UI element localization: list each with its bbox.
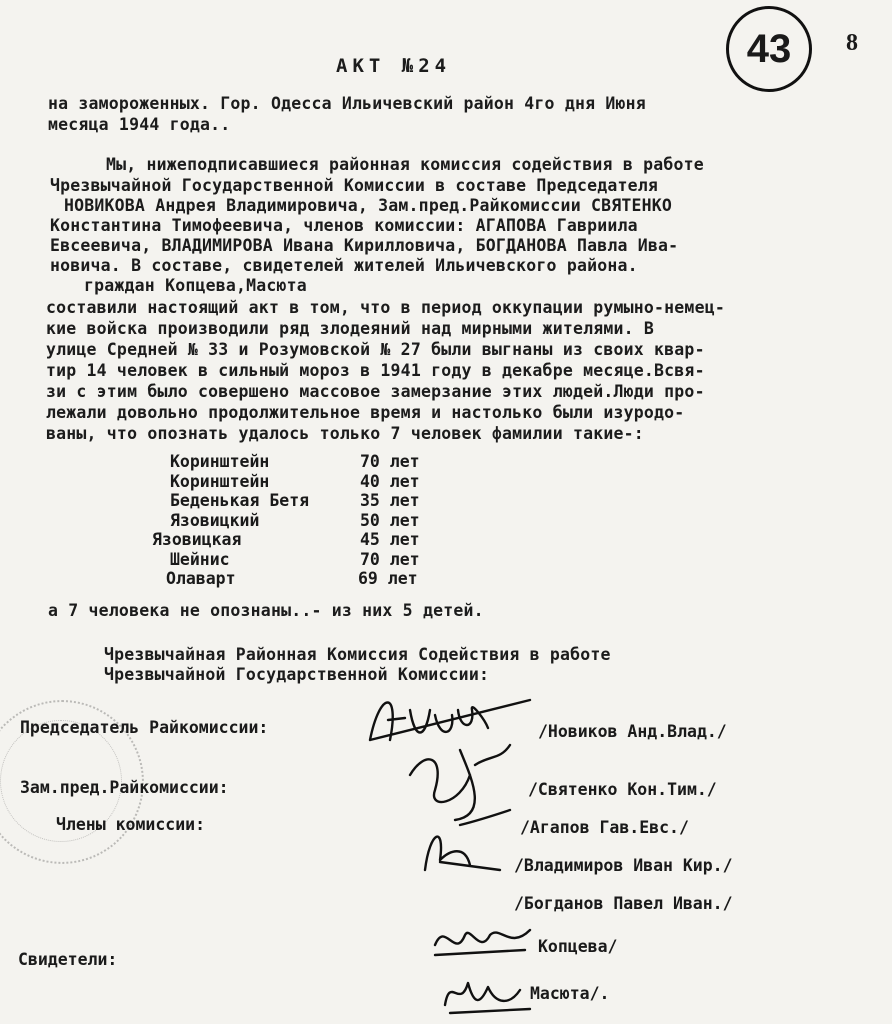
deputy-label: Зам.пред.Райкомиссии: [20, 778, 229, 797]
victim-age: 70 лет [360, 452, 420, 471]
page-number-circle [726, 6, 812, 92]
victim-age: 69 лет [358, 569, 418, 588]
closing-line: Чрезвычайной Государственной Комиссии: [104, 665, 490, 684]
act-line: зи с этим было совершено массовое замерзание этих людей.Люди про- [46, 382, 705, 401]
victim-age: 70 лет [360, 550, 420, 569]
commission-line: НОВИКОВА Андрея Владимировича, Зам.пред.Райкомиссии СВЯТЕНКО [64, 196, 673, 215]
victim-name: Коринштейн [170, 452, 270, 471]
victim-age: 45 лет [360, 530, 420, 549]
act-line: улице Средней № 33 и Розумовской № 27 были выгнаны из своих квар- [46, 340, 705, 359]
commission-line: новича. В составе, свидетелей жителей Ильичевского района. [50, 256, 638, 275]
witnesses-label: Свидетели: [18, 950, 118, 969]
act-line: ваны, что опознать удалось только 7 человек фамилии такие-: [46, 424, 644, 443]
intro-line: месяца 1944 года.. [48, 115, 231, 134]
chairman-name: /Новиков Анд.Влад./ [538, 722, 727, 741]
commission-line: граждан Копцева,Масюта [84, 276, 307, 295]
victim-name: Коринштейн [170, 472, 270, 491]
unidentified-line: а 7 человека не опознаны..- из них 5 детей. [48, 601, 484, 620]
act-line: составили настоящий акт в том, что в период оккупации румыно-немец- [46, 298, 725, 317]
member-signature [410, 800, 520, 880]
commission-line: Мы, нижеподписавшиеся районная комиссия содействия в работе [106, 155, 704, 174]
victim-age: 40 лет [360, 472, 420, 491]
commission-line: Чрезвычайной Государственной Комиссии в составе Председателя [50, 176, 659, 195]
victim-age: 50 лет [360, 511, 420, 530]
victim-name: Язовицкая [152, 530, 242, 549]
victim-name: Язовицкий [170, 511, 260, 530]
commission-line: Константина Тимофеевича, членов комиссии: АГАПОВА Гавриила [50, 216, 638, 235]
act-line: тир 14 человек в сильный мороз в 1941 году в декабре месяце.Всвя- [46, 361, 705, 380]
commission-line: Евсеевича, ВЛАДИМИРОВА Ивана Кирилловича, БОГДАНОВА Павла Ива- [50, 236, 679, 255]
chairman-label: Председатель Райкомиссии: [20, 718, 269, 737]
victim-name: Беденькая Бетя [170, 491, 310, 510]
victim-age: 35 лет [360, 491, 420, 510]
victim-name: Олаварт [166, 569, 236, 588]
members-label: Члены комиссии: [56, 815, 206, 834]
closing-line: Чрезвычайная Районная Комиссия Содействия в работе [104, 645, 611, 664]
deputy-name: /Святенко Кон.Тим./ [528, 780, 717, 799]
witness-name: Копцева/ [538, 937, 618, 956]
document-title: АКТ №24 [336, 55, 452, 77]
act-line: лежали довольно продолжительное время и настолько были изуродо- [46, 403, 685, 422]
witness-signature [440, 965, 540, 1020]
member-name: /Владимиров Иван Кир./ [514, 856, 733, 875]
intro-line: на замороженных. Гор. Одесса Ильичевский район 4го дня Июня [48, 94, 646, 113]
page-number: 43 [746, 26, 792, 71]
act-line: кие войска производили ряд злодеяний над мирными жителями. В [46, 319, 655, 338]
member-name: /Богданов Павел Иван./ [514, 894, 733, 913]
corner-mark: 8 [846, 30, 858, 56]
victim-name: Шейнис [170, 550, 230, 569]
witness-signature [430, 915, 540, 965]
witness-name: Масюта/. [530, 984, 610, 1003]
member-name: /Агапов Гав.Евс./ [520, 818, 689, 837]
